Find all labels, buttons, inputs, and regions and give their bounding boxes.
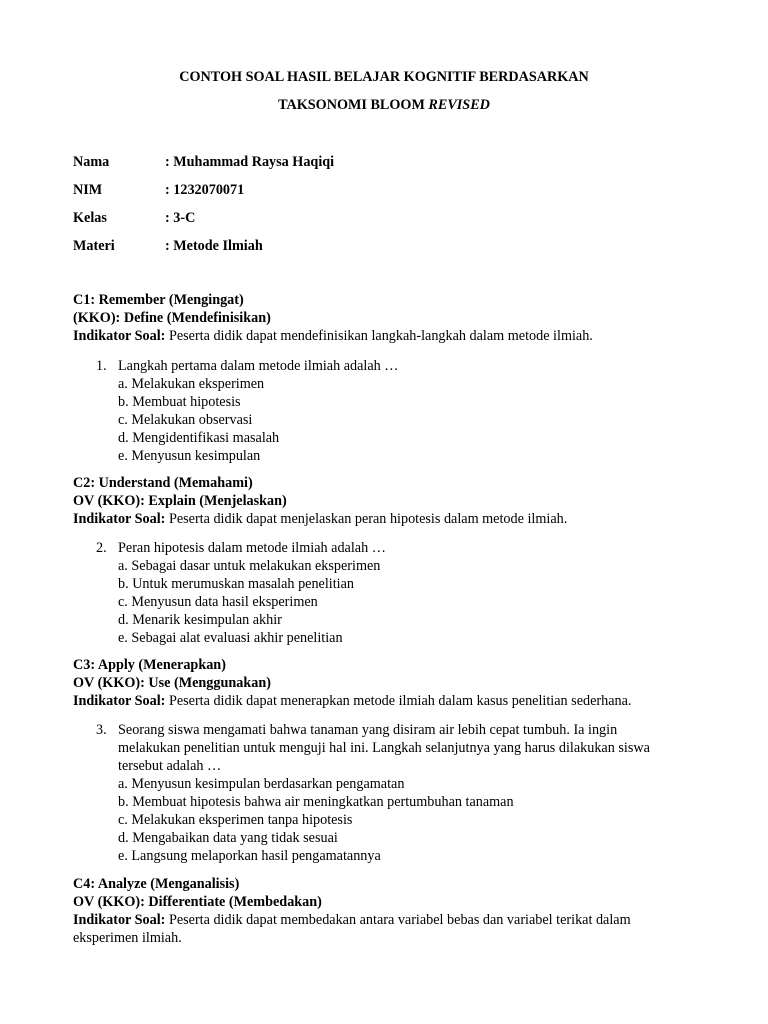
document-title-line-2: [0, 96, 768, 114]
question-stem-row: [96, 357, 696, 375]
question-stem-row: [96, 721, 676, 775]
answer-option: a. Sebagai dasar untuk melakukan eksperimen: [118, 558, 381, 574]
answer-option: e. Menyusun kesimpulan: [118, 448, 261, 464]
indikator-label: Indikator Soal:: [73, 912, 166, 928]
section-level-heading: C3: Apply (Menerapkan): [73, 657, 226, 673]
section-level-heading: C1: Remember (Mengingat): [73, 292, 244, 308]
question-3: [96, 721, 676, 865]
question-2: [96, 539, 696, 647]
answer-option: d. Menarik kesimpulan akhir: [118, 612, 282, 628]
question-stem: Peran hipotesis dalam metode ilmiah adalah …: [118, 540, 386, 556]
identity-row-materi: [73, 237, 693, 255]
answer-option: b. Untuk merumuskan masalah penelitian: [118, 576, 355, 592]
indikator-text: Peserta didik dapat mendefinisikan langkah-langkah dalam metode ilmiah.: [165, 328, 593, 344]
indikator-label: Indikator Soal:: [73, 328, 166, 344]
question-stem: Langkah pertama dalam metode ilmiah adalah …: [118, 358, 399, 374]
question-number: 2.: [96, 540, 107, 556]
indikator-label: Indikator Soal:: [73, 693, 166, 709]
indikator-label: Indikator Soal:: [73, 511, 166, 527]
answer-options: [96, 775, 676, 865]
title-italic-text: REVISED: [428, 97, 490, 113]
section-kko-heading: (KKO): Define (Mendefinisikan): [73, 310, 271, 326]
identity-value: : Muhammad Raysa Haqiqi: [165, 154, 335, 170]
answer-option: d. Mengabaikan data yang tidak sesuai: [118, 830, 338, 846]
answer-option: e. Sebagai alat evaluasi akhir penelitian: [118, 630, 343, 646]
section-indikator: [73, 911, 693, 947]
answer-option: c. Melakukan eksperimen tanpa hipotesis: [118, 812, 353, 828]
answer-option: a. Melakukan eksperimen: [118, 376, 265, 392]
section-c3: [73, 656, 698, 710]
section-c4: [73, 875, 693, 947]
section-c1: [73, 291, 698, 345]
identity-label: NIM: [73, 182, 103, 198]
identity-row-nama: [73, 153, 693, 171]
section-kko-heading: OV (KKO): Explain (Menjelaskan): [73, 493, 287, 509]
answer-option: c. Melakukan observasi: [118, 412, 253, 428]
indikator-text: Peserta didik dapat menerapkan metode ilmiah dalam kasus penelitian sederhana.: [165, 693, 632, 709]
indikator-text: Peserta didik dapat menjelaskan peran hipotesis dalam metode ilmiah.: [165, 511, 568, 527]
section-level-heading: C2: Understand (Memahami): [73, 475, 253, 491]
answer-options: [96, 375, 696, 465]
section-c2: [73, 474, 698, 528]
identity-row-kelas: [73, 209, 693, 227]
question-number: 1.: [96, 358, 107, 374]
identity-label: Nama: [73, 154, 110, 170]
question-1: [96, 357, 696, 465]
section-indikator: [73, 510, 698, 528]
indikator-text: Peserta didik dapat membedakan antara variabel bebas dan variabel terikat dalam eksperimen ilmiah.: [73, 912, 631, 946]
answer-option: b. Membuat hipotesis: [118, 394, 241, 410]
identity-label: Kelas: [73, 210, 107, 226]
question-stem-row: [96, 539, 696, 557]
section-kko-heading: OV (KKO): Differentiate (Membedakan): [73, 894, 322, 910]
answer-option: b. Membuat hipotesis bahwa air meningkatkan pertumbuhan tanaman: [118, 794, 514, 810]
document-title-line-1: CONTOH SOAL HASIL BELAJAR KOGNITIF BERDASARKAN: [179, 69, 589, 85]
answer-options: [96, 557, 696, 647]
section-indikator: [73, 692, 698, 710]
identity-label: Materi: [73, 238, 115, 254]
answer-option: e. Langsung melaporkan hasil pengamatannya: [118, 848, 381, 864]
answer-option: c. Menyusun data hasil eksperimen: [118, 594, 318, 610]
question-number: 3.: [96, 722, 107, 738]
section-level-heading: C4: Analyze (Menganalisis): [73, 876, 240, 892]
answer-option: d. Mengidentifikasi masalah: [118, 430, 280, 446]
section-kko-heading: OV (KKO): Use (Menggunakan): [73, 675, 271, 691]
title-main-text: TAKSONOMI BLOOM: [278, 97, 429, 113]
question-stem: Seorang siswa mengamati bahwa tanaman yang disiram air lebih cepat tumbuh. Ia ingin melakukan penelitian untuk menguji hal ini. Langkah selanjutnya yang harus dilakukan siswa tersebut adalah …: [118, 722, 650, 774]
identity-row-nim: [73, 181, 693, 199]
identity-value: : 3-C: [165, 210, 196, 226]
answer-option: a. Menyusun kesimpulan berdasarkan pengamatan: [118, 776, 405, 792]
identity-value: : 1232070071: [165, 182, 245, 198]
section-indikator: [73, 327, 698, 345]
identity-value: : Metode Ilmiah: [165, 238, 263, 254]
